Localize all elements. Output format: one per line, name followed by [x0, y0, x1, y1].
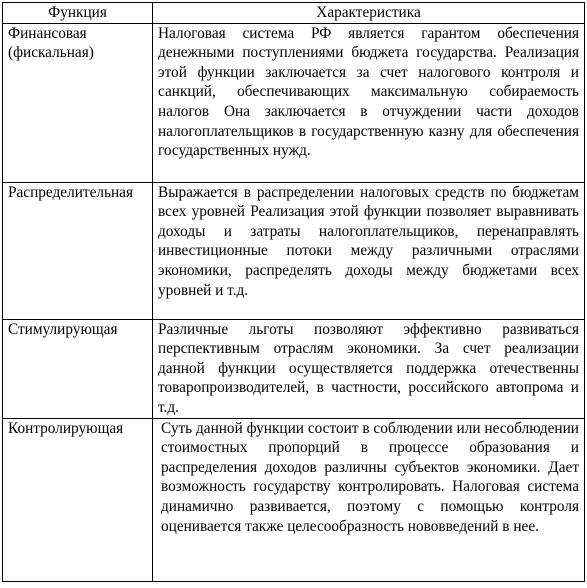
function-name: Контролирующая — [3, 418, 153, 581]
function-description: Различные льготы позволяют эффективно развиваться перспективным отраслям экономики. За счет реализации данной функции осуществляется поддержка отечественны товаропроизводителей, в частности, российского автопрома и т.д. — [153, 319, 585, 418]
table-row — [3, 418, 585, 581]
table-row — [3, 182, 585, 319]
tax-functions-table — [2, 2, 585, 582]
function-name: Финансовая (фискальная) — [3, 23, 153, 182]
table-row — [3, 319, 585, 418]
header-characteristic: Характеристика — [153, 3, 585, 24]
header-row — [3, 3, 585, 24]
function-description: Налоговая система РФ является гарантом обеспечения денежными поступлениями бюджета государства. Реализация этой функции заключается за счет налогового контроля и санкций, обеспечивающих максимальную собираемость налогов Она заключается в отчуждении части доходов налогоплательщиков в государственную казну для обеспечения государственных нужд. — [153, 23, 585, 182]
table-row — [3, 23, 585, 182]
function-description: Суть данной функции состоит в соблюдении или несоблюдении стоимостных пропорций в процессе образования и распределения доходов различны субъектов экономики. Дает возможность государству контролировать. Налоговая система динамично развивается, поэтому с помощью контроля оценивается также целесообразность нововведений в нее. — [153, 418, 585, 581]
function-name: Распределительная — [3, 182, 153, 319]
function-description: Выражается в распределении налоговых средств по бюджетам всех уровней Реализация этой функции позволяет выравнивать доходы и затраты налогоплательщиков, перенаправлять инвестиционные потоки между различными отраслями экономики, распределять доходы между бюджетами всех уровней и т.д. — [153, 182, 585, 319]
function-name: Стимулирующая — [3, 319, 153, 418]
header-function: Функция — [3, 3, 153, 24]
table-header — [3, 3, 585, 24]
